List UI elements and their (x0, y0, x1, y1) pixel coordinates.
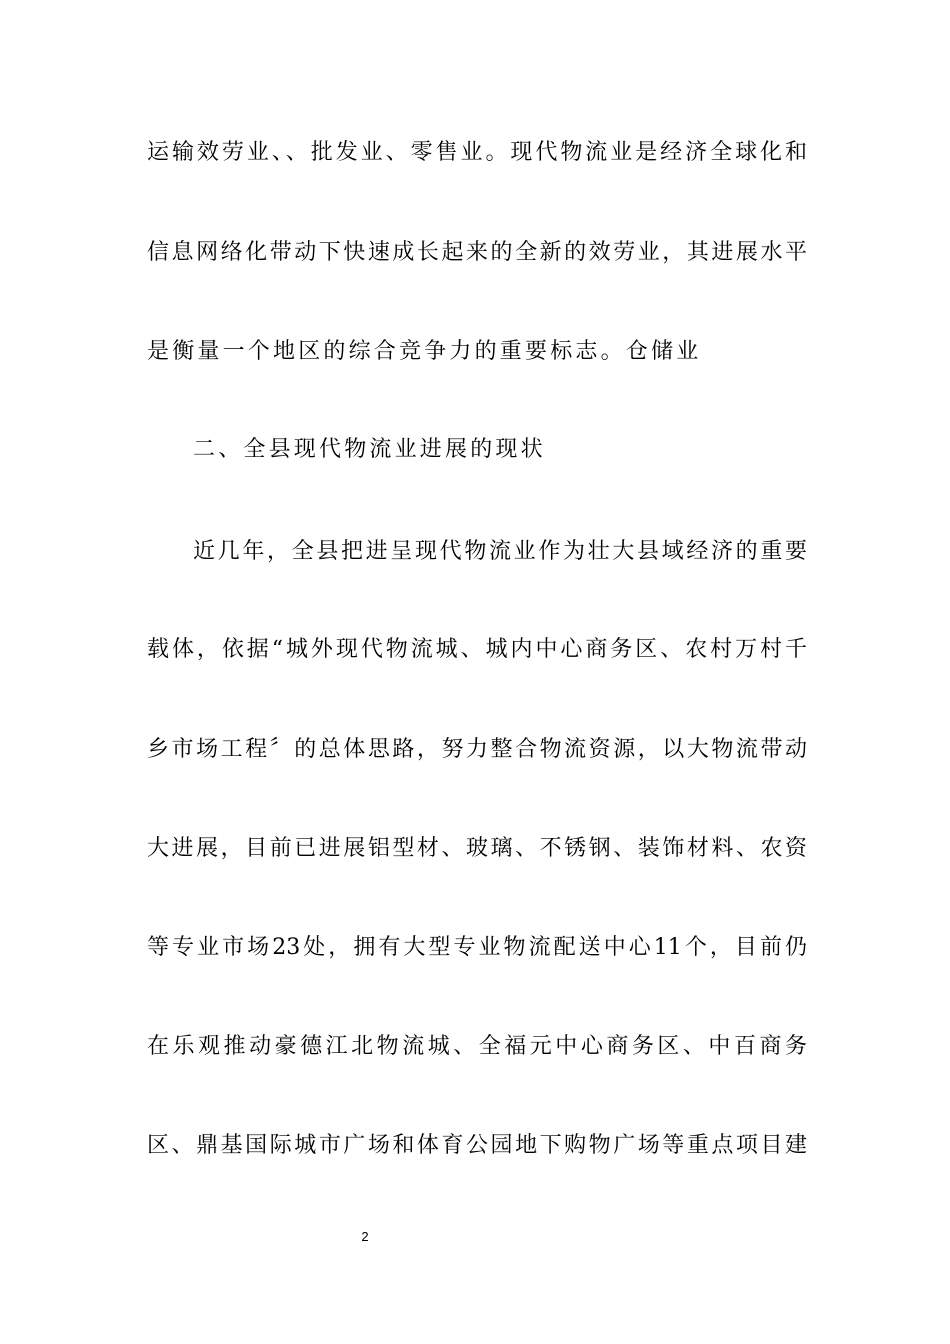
text-line: 大进展，目前已进展铝型材、玻璃、不锈钢、装饰材料、农资 (147, 836, 807, 861)
text-line: 信息网络化带动下快速成长起来的全新的效劳业，其进展水平 (147, 240, 807, 265)
text-line: 乡市场工程〞的总体思路，努力整合物流资源，以大物流带动 (147, 737, 807, 762)
text-line: 在乐观推动豪德江北物流城、全福元中心商务区、中百商务 (147, 1034, 807, 1059)
section-heading: 二、全县现代物流业进展的现状 (193, 437, 546, 462)
text-line: 是衡量一个地区的综合竞争力的重要标志。仓储业 (147, 339, 702, 364)
text-line: 等专业市场23处，拥有大型专业物流配送中心11个，目前仍 (147, 935, 807, 960)
text-line: 区、鼎基国际城市广场和体育公园地下购物广场等重点项目建 (147, 1133, 807, 1158)
text-line: 近几年，全县把进呈现代物流业作为壮大县域经济的重要 (193, 539, 807, 564)
text-line: 载体，依据“城外现代物流城、城内中心商务区、农村万村千 (147, 637, 807, 662)
text-line: 运输效劳业、、批发业、零售业。现代物流业是经济全球化和 (147, 140, 807, 165)
page-number: 2 (361, 1229, 369, 1244)
